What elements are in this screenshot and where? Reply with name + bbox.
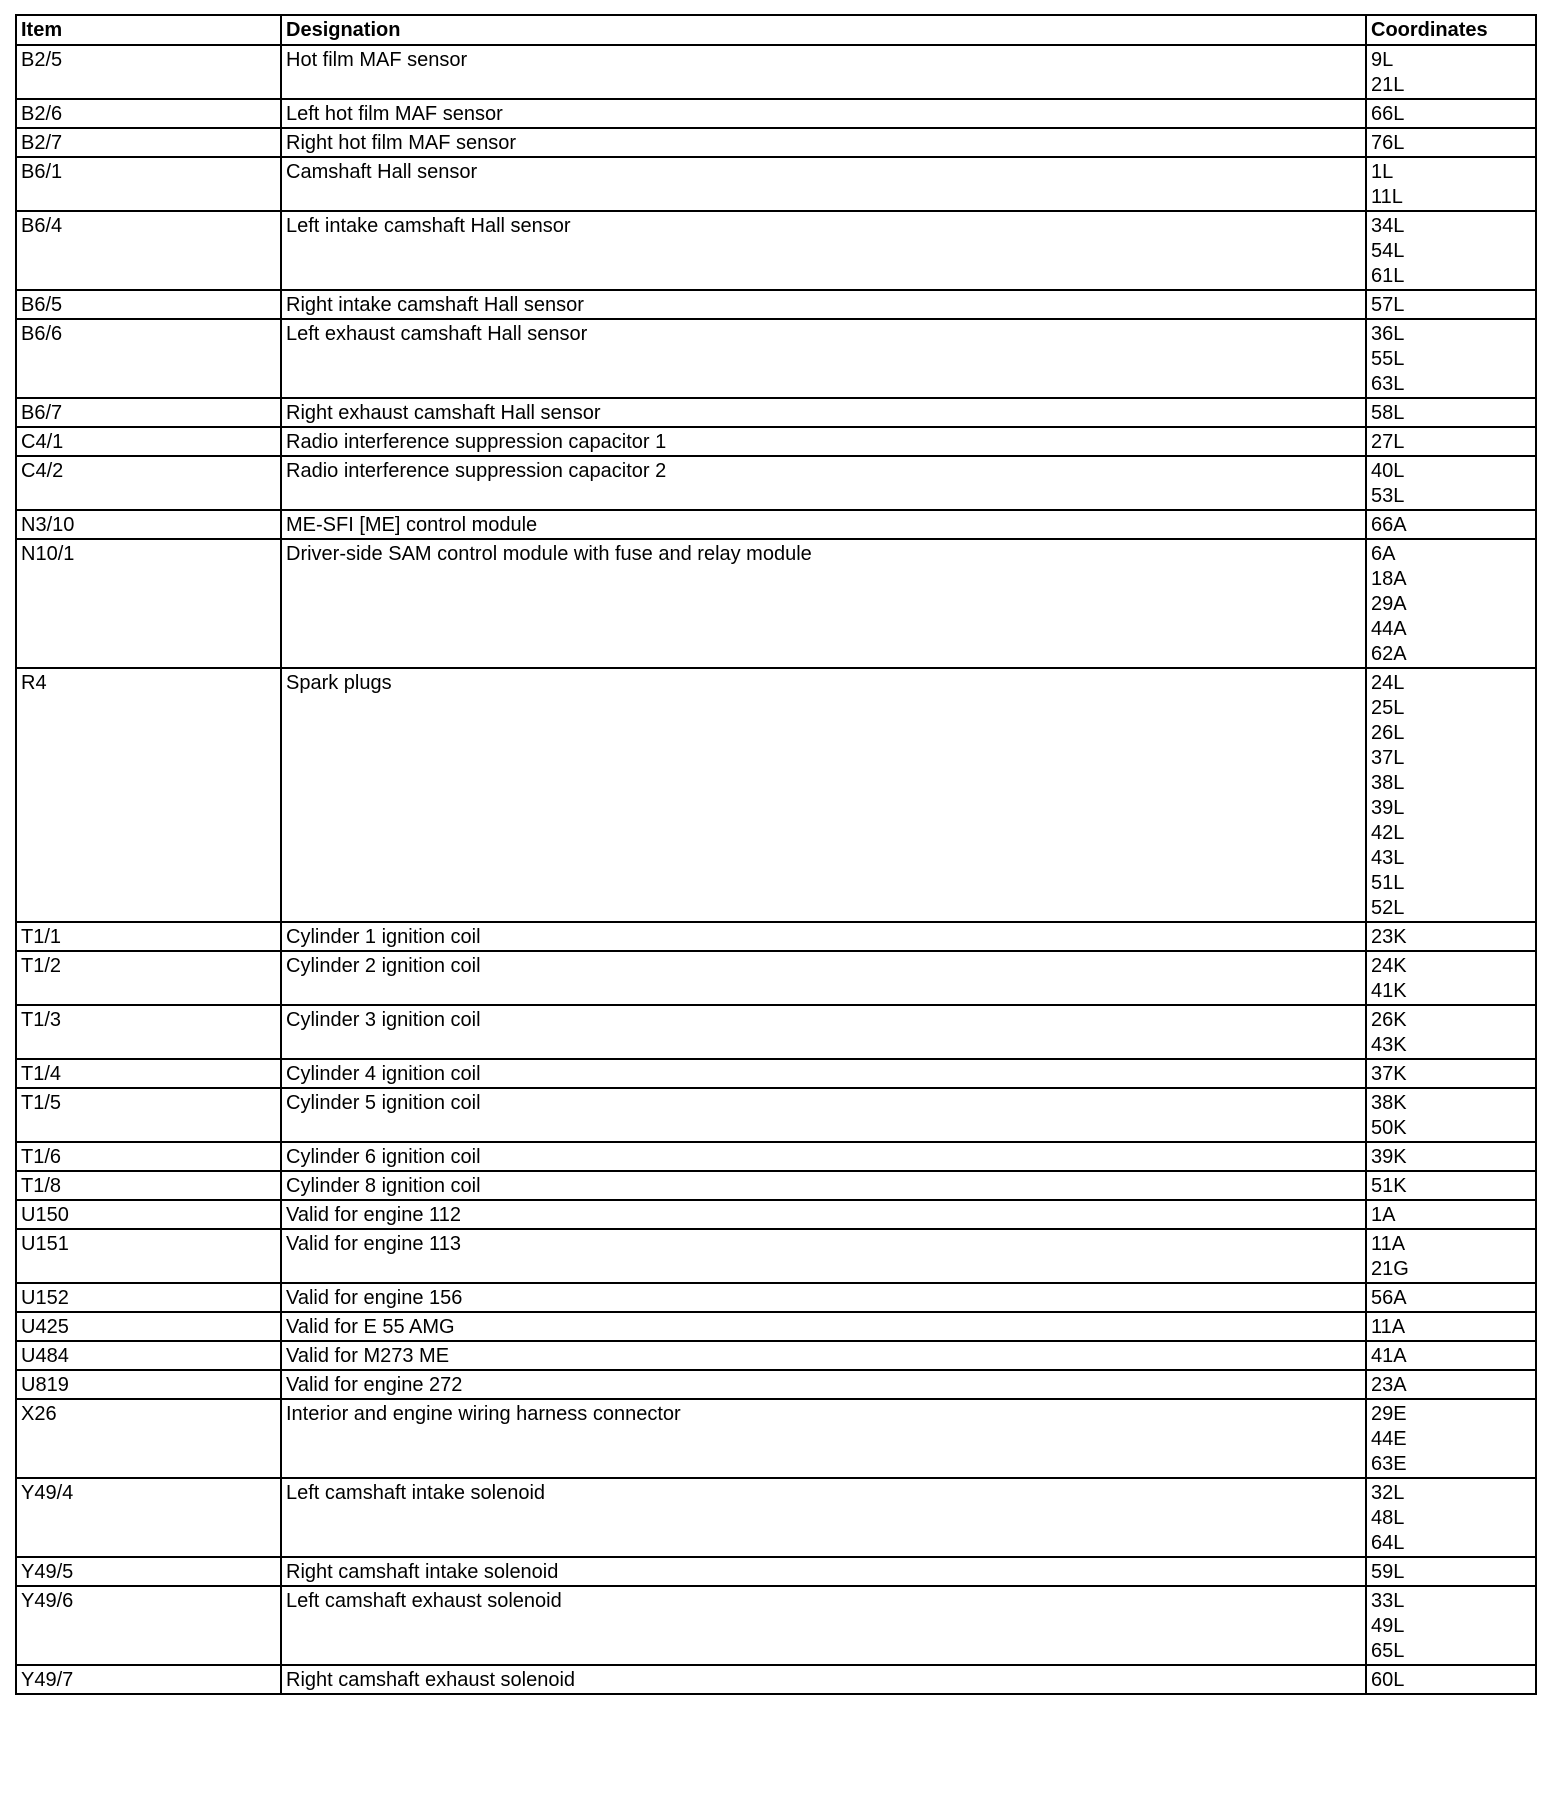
cell-item: T1/5	[16, 1088, 281, 1142]
cell-designation: Left hot film MAF sensor	[281, 99, 1366, 128]
cell-item: T1/2	[16, 951, 281, 1005]
cell-coordinates	[1366, 1283, 1536, 1312]
coordinate-value: 37L	[1371, 747, 1405, 769]
coordinate-value: 59L	[1371, 1561, 1405, 1583]
cell-item: Y49/5	[16, 1557, 281, 1586]
cell-coordinates	[1366, 951, 1536, 1005]
cell-item: Y49/7	[16, 1665, 281, 1694]
cell-item: C4/1	[16, 427, 281, 456]
cell-item: Y49/6	[16, 1586, 281, 1665]
table-row	[16, 1312, 1536, 1341]
cell-item: B6/4	[16, 211, 281, 290]
cell-coordinates	[1366, 1557, 1536, 1586]
cell-coordinates	[1366, 1059, 1536, 1088]
table-row	[16, 211, 1536, 290]
coordinate-value: 41K	[1371, 980, 1407, 1002]
cell-coordinates	[1366, 398, 1536, 427]
cell-designation: Cylinder 4 ignition coil	[281, 1059, 1366, 1088]
cell-designation: Left intake camshaft Hall sensor	[281, 211, 1366, 290]
coordinate-value: 44E	[1371, 1428, 1407, 1450]
coordinate-value: 6A	[1371, 543, 1396, 565]
cell-designation: Valid for engine 156	[281, 1283, 1366, 1312]
table-row	[16, 1665, 1536, 1694]
cell-designation: Right exhaust camshaft Hall sensor	[281, 398, 1366, 427]
table-header	[16, 15, 1536, 45]
coordinate-value: 11A	[1371, 1316, 1406, 1338]
cell-item: U150	[16, 1200, 281, 1229]
cell-coordinates	[1366, 510, 1536, 539]
cell-item: U152	[16, 1283, 281, 1312]
table-row	[16, 427, 1536, 456]
coordinate-value: 27L	[1371, 431, 1405, 453]
coordinate-value: 57L	[1371, 294, 1405, 316]
cell-designation: Spark plugs	[281, 668, 1366, 922]
coordinate-value: 23A	[1371, 1374, 1407, 1396]
coordinate-value: 53L	[1371, 485, 1405, 507]
coordinate-value: 33L	[1371, 1590, 1405, 1612]
table-row	[16, 1088, 1536, 1142]
coordinate-value: 76L	[1371, 132, 1405, 154]
cell-designation: Valid for engine 112	[281, 1200, 1366, 1229]
cell-item: U484	[16, 1341, 281, 1370]
coordinate-value: 55L	[1371, 348, 1405, 370]
coordinate-value: 63L	[1371, 373, 1405, 395]
coordinate-value: 43K	[1371, 1034, 1407, 1056]
table-row	[16, 398, 1536, 427]
cell-coordinates	[1366, 1399, 1536, 1478]
coordinate-value: 34L	[1371, 215, 1405, 237]
cell-item: N10/1	[16, 539, 281, 668]
table-row	[16, 1171, 1536, 1200]
coordinate-value: 43L	[1371, 847, 1405, 869]
cell-item: B2/6	[16, 99, 281, 128]
cell-coordinates	[1366, 1478, 1536, 1557]
cell-coordinates	[1366, 1665, 1536, 1694]
cell-coordinates	[1366, 319, 1536, 398]
cell-designation: Right intake camshaft Hall sensor	[281, 290, 1366, 319]
coordinate-value: 23K	[1371, 926, 1407, 948]
cell-coordinates	[1366, 45, 1536, 99]
coordinate-value: 40L	[1371, 460, 1405, 482]
cell-designation: Valid for engine 272	[281, 1370, 1366, 1399]
coordinate-value: 37K	[1371, 1063, 1407, 1085]
cell-designation: Cylinder 5 ignition coil	[281, 1088, 1366, 1142]
cell-item: B2/7	[16, 128, 281, 157]
cell-designation: Interior and engine wiring harness connector	[281, 1399, 1366, 1478]
cell-coordinates	[1366, 1200, 1536, 1229]
cell-designation: Cylinder 3 ignition coil	[281, 1005, 1366, 1059]
coordinate-value: 56A	[1371, 1287, 1407, 1309]
coordinate-value: 66A	[1371, 514, 1407, 536]
coordinate-value: 60L	[1371, 1669, 1405, 1691]
coordinate-value: 11L	[1371, 186, 1403, 208]
cell-coordinates	[1366, 1370, 1536, 1399]
header-row	[16, 15, 1536, 45]
cell-coordinates	[1366, 456, 1536, 510]
cell-designation: Cylinder 1 ignition coil	[281, 922, 1366, 951]
cell-designation: Right camshaft intake solenoid	[281, 1557, 1366, 1586]
table-row	[16, 1229, 1536, 1283]
cell-item: B6/1	[16, 157, 281, 211]
table-row	[16, 45, 1536, 99]
cell-coordinates	[1366, 668, 1536, 922]
table-row	[16, 922, 1536, 951]
table-row	[16, 1059, 1536, 1088]
header-designation: Designation	[281, 15, 1366, 45]
cell-coordinates	[1366, 128, 1536, 157]
coordinate-value: 21G	[1371, 1258, 1409, 1280]
coordinate-value: 51K	[1371, 1175, 1407, 1197]
cell-coordinates	[1366, 1229, 1536, 1283]
coordinate-value: 18A	[1371, 568, 1407, 590]
cell-coordinates	[1366, 1142, 1536, 1171]
cell-coordinates	[1366, 1171, 1536, 1200]
table-row	[16, 1283, 1536, 1312]
coordinate-value: 29E	[1371, 1403, 1407, 1425]
table-row	[16, 1478, 1536, 1557]
cell-item: R4	[16, 668, 281, 922]
table-row	[16, 1399, 1536, 1478]
cell-item: B6/5	[16, 290, 281, 319]
cell-coordinates	[1366, 290, 1536, 319]
cell-coordinates	[1366, 1586, 1536, 1665]
coordinate-value: 51L	[1371, 872, 1405, 894]
coordinate-value: 54L	[1371, 240, 1405, 262]
coordinate-value: 52L	[1371, 897, 1405, 919]
cell-designation: Left exhaust camshaft Hall sensor	[281, 319, 1366, 398]
coordinate-value: 29A	[1371, 593, 1407, 615]
cell-designation: Cylinder 6 ignition coil	[281, 1142, 1366, 1171]
table-row	[16, 1370, 1536, 1399]
cell-coordinates	[1366, 922, 1536, 951]
cell-item: T1/1	[16, 922, 281, 951]
coordinate-value: 39K	[1371, 1146, 1407, 1168]
coordinate-value: 66L	[1371, 103, 1405, 125]
cell-designation: Valid for engine 113	[281, 1229, 1366, 1283]
table-row	[16, 1200, 1536, 1229]
table-row	[16, 1341, 1536, 1370]
cell-coordinates	[1366, 1312, 1536, 1341]
table-row	[16, 157, 1536, 211]
coordinate-value: 39L	[1371, 797, 1405, 819]
table-row	[16, 951, 1536, 1005]
coordinate-value: 49L	[1371, 1615, 1405, 1637]
table-row	[16, 1005, 1536, 1059]
coordinate-value: 61L	[1371, 265, 1405, 287]
cell-item: U819	[16, 1370, 281, 1399]
cell-designation: Hot film MAF sensor	[281, 45, 1366, 99]
table-row	[16, 1142, 1536, 1171]
cell-item: T1/3	[16, 1005, 281, 1059]
cell-item: C4/2	[16, 456, 281, 510]
table-row	[16, 128, 1536, 157]
coordinate-value: 9L	[1371, 49, 1394, 71]
component-legend-table	[15, 14, 1537, 1695]
cell-designation: Valid for E 55 AMG	[281, 1312, 1366, 1341]
cell-item: T1/6	[16, 1142, 281, 1171]
coordinate-value: 44A	[1371, 618, 1407, 640]
coordinate-value: 25L	[1371, 697, 1405, 719]
cell-item: B2/5	[16, 45, 281, 99]
cell-item: X26	[16, 1399, 281, 1478]
cell-coordinates	[1366, 99, 1536, 128]
table-row	[16, 290, 1536, 319]
coordinate-value: 26K	[1371, 1009, 1407, 1031]
cell-coordinates	[1366, 1088, 1536, 1142]
table-row	[16, 319, 1536, 398]
cell-designation: Left camshaft intake solenoid	[281, 1478, 1366, 1557]
cell-designation: Cylinder 2 ignition coil	[281, 951, 1366, 1005]
cell-designation: Cylinder 8 ignition coil	[281, 1171, 1366, 1200]
cell-designation: Radio interference suppression capacitor 1	[281, 427, 1366, 456]
coordinate-value: 62A	[1371, 643, 1407, 665]
cell-item: T1/4	[16, 1059, 281, 1088]
coordinate-value: 65L	[1371, 1640, 1405, 1662]
coordinate-value: 24L	[1371, 672, 1405, 694]
cell-item: U151	[16, 1229, 281, 1283]
table-row	[16, 1557, 1536, 1586]
cell-coordinates	[1366, 1341, 1536, 1370]
cell-coordinates	[1366, 157, 1536, 211]
table-body	[16, 45, 1536, 1694]
coordinate-value: 48L	[1371, 1507, 1405, 1529]
cell-item: B6/7	[16, 398, 281, 427]
cell-coordinates	[1366, 539, 1536, 668]
cell-coordinates	[1366, 211, 1536, 290]
coordinate-value: 42L	[1371, 822, 1405, 844]
cell-designation: Driver-side SAM control module with fuse and relay module	[281, 539, 1366, 668]
cell-designation: Camshaft Hall sensor	[281, 157, 1366, 211]
cell-item: U425	[16, 1312, 281, 1341]
coordinate-value: 58L	[1371, 402, 1405, 424]
cell-item: T1/8	[16, 1171, 281, 1200]
coordinate-value: 63E	[1371, 1453, 1407, 1475]
coordinate-value: 41A	[1371, 1345, 1407, 1367]
table-row	[16, 99, 1536, 128]
coordinate-value: 36L	[1371, 323, 1405, 345]
cell-item: B6/6	[16, 319, 281, 398]
coordinate-value: 26L	[1371, 722, 1405, 744]
coordinate-value: 38L	[1371, 772, 1405, 794]
header-item: Item	[16, 15, 281, 45]
table-row	[16, 456, 1536, 510]
cell-designation: Left camshaft exhaust solenoid	[281, 1586, 1366, 1665]
coordinate-value: 11A	[1371, 1233, 1406, 1255]
cell-item: Y49/4	[16, 1478, 281, 1557]
cell-coordinates	[1366, 427, 1536, 456]
table-row	[16, 668, 1536, 922]
coordinate-value: 1A	[1371, 1204, 1396, 1226]
header-coordinates: Coordinates	[1366, 15, 1536, 45]
cell-item: N3/10	[16, 510, 281, 539]
coordinate-value: 32L	[1371, 1482, 1405, 1504]
table-row	[16, 1586, 1536, 1665]
cell-designation: Radio interference suppression capacitor 2	[281, 456, 1366, 510]
coordinate-value: 21L	[1371, 74, 1405, 96]
coordinate-value: 24K	[1371, 955, 1407, 977]
coordinate-value: 38K	[1371, 1092, 1407, 1114]
cell-designation: Right hot film MAF sensor	[281, 128, 1366, 157]
table-row	[16, 539, 1536, 668]
cell-designation: Right camshaft exhaust solenoid	[281, 1665, 1366, 1694]
cell-designation: ME-SFI [ME] control module	[281, 510, 1366, 539]
table-row	[16, 510, 1536, 539]
coordinate-value: 1L	[1371, 161, 1394, 183]
cell-coordinates	[1366, 1005, 1536, 1059]
cell-designation: Valid for M273 ME	[281, 1341, 1366, 1370]
coordinate-value: 50K	[1371, 1117, 1407, 1139]
coordinate-value: 64L	[1371, 1532, 1405, 1554]
